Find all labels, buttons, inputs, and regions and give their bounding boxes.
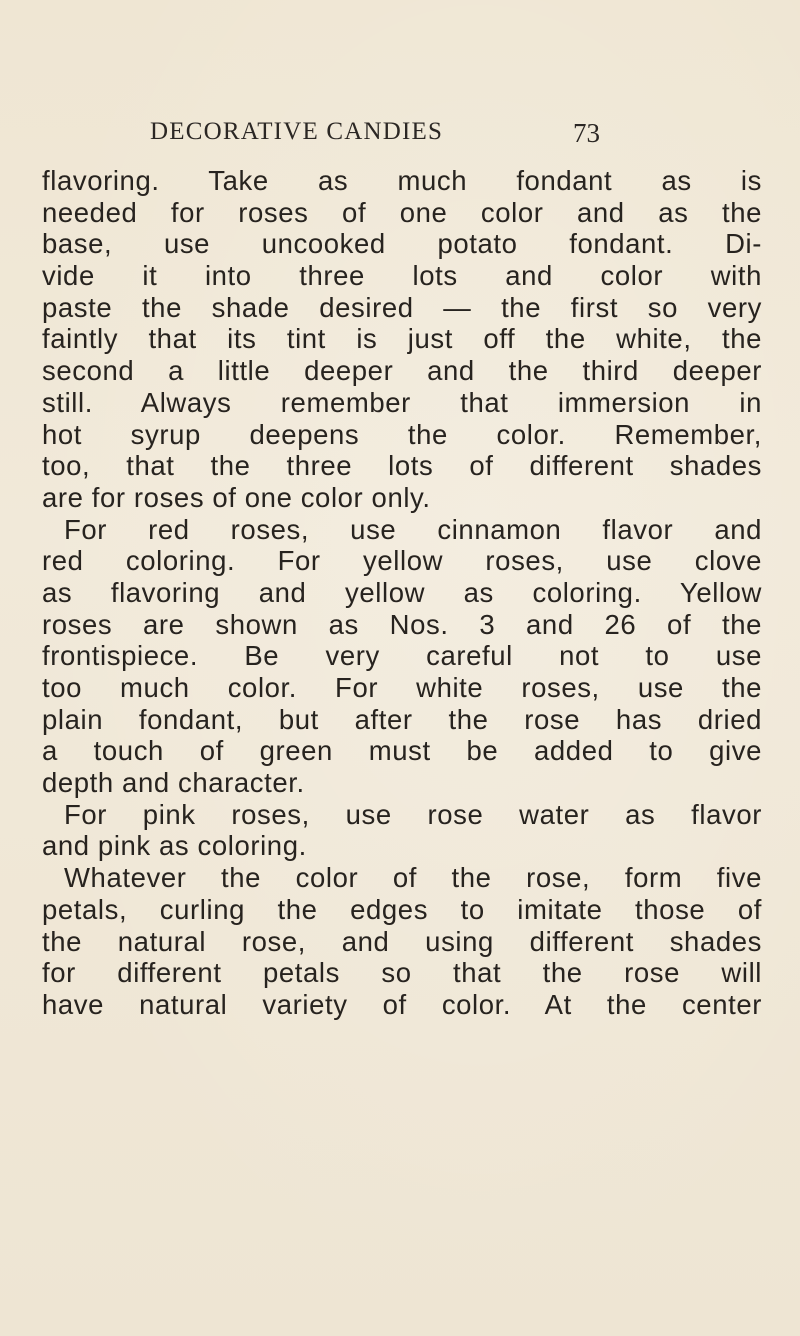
text-line: roses are shown as Nos. 3 and 26 of the — [42, 608, 762, 640]
page-header — [150, 118, 600, 158]
text-line: second a little deeper and the third deeper — [42, 355, 762, 387]
body-text — [42, 165, 762, 1021]
paragraph-end-line: and pink as coloring. — [42, 830, 307, 862]
paragraph-start-line: For pink roses, use rose water as flavor — [64, 798, 762, 830]
text-line: base, use uncooked potato fondant. Di- — [42, 228, 762, 260]
text-line: faintly that its tint is just off the white, the — [42, 323, 762, 355]
text-line: as flavoring and yellow as coloring. Yellow — [42, 576, 762, 608]
text-line: plain fondant, but after the rose has dried — [42, 703, 762, 735]
text-line: for different petals so that the rose will — [42, 957, 762, 989]
text-line: hot syrup deepens the color. Remember, — [42, 418, 762, 450]
text-line: petals, curling the edges to imitate those of — [42, 893, 762, 925]
text-line: needed for roses of one color and as the — [42, 196, 762, 228]
text-line: vide it into three lots and color with — [42, 260, 762, 292]
text-line: have natural variety of color. At the center — [42, 988, 762, 1020]
text-line: the natural rose, and using different shades — [42, 925, 762, 957]
paragraph-end-line: are for roses of one color only. — [42, 481, 431, 513]
text-line: red coloring. For yellow roses, use clove — [42, 545, 762, 577]
page-number: 73 — [573, 118, 600, 148]
text-line: flavoring. Take as much fondant as is — [42, 165, 762, 196]
paragraph-start-line: For red roses, use cinnamon flavor and — [64, 513, 762, 545]
paragraph-end-line: depth and character. — [42, 767, 305, 799]
text-line: paste the shade desired — the first so very — [42, 291, 762, 323]
text-line: too much color. For white roses, use the — [42, 672, 762, 703]
text-line: frontispiece. Be very careful not to use — [42, 640, 762, 672]
text-line: still. Always remember that immersion in — [42, 386, 762, 418]
text-line: a touch of green must be added to give — [42, 735, 762, 767]
paragraph-start-line: Whatever the color of the rose, form five — [64, 862, 762, 894]
text-line: too, that the three lots of different shades — [42, 450, 762, 482]
running-head: DECORATIVE CANDIES — [150, 118, 444, 145]
